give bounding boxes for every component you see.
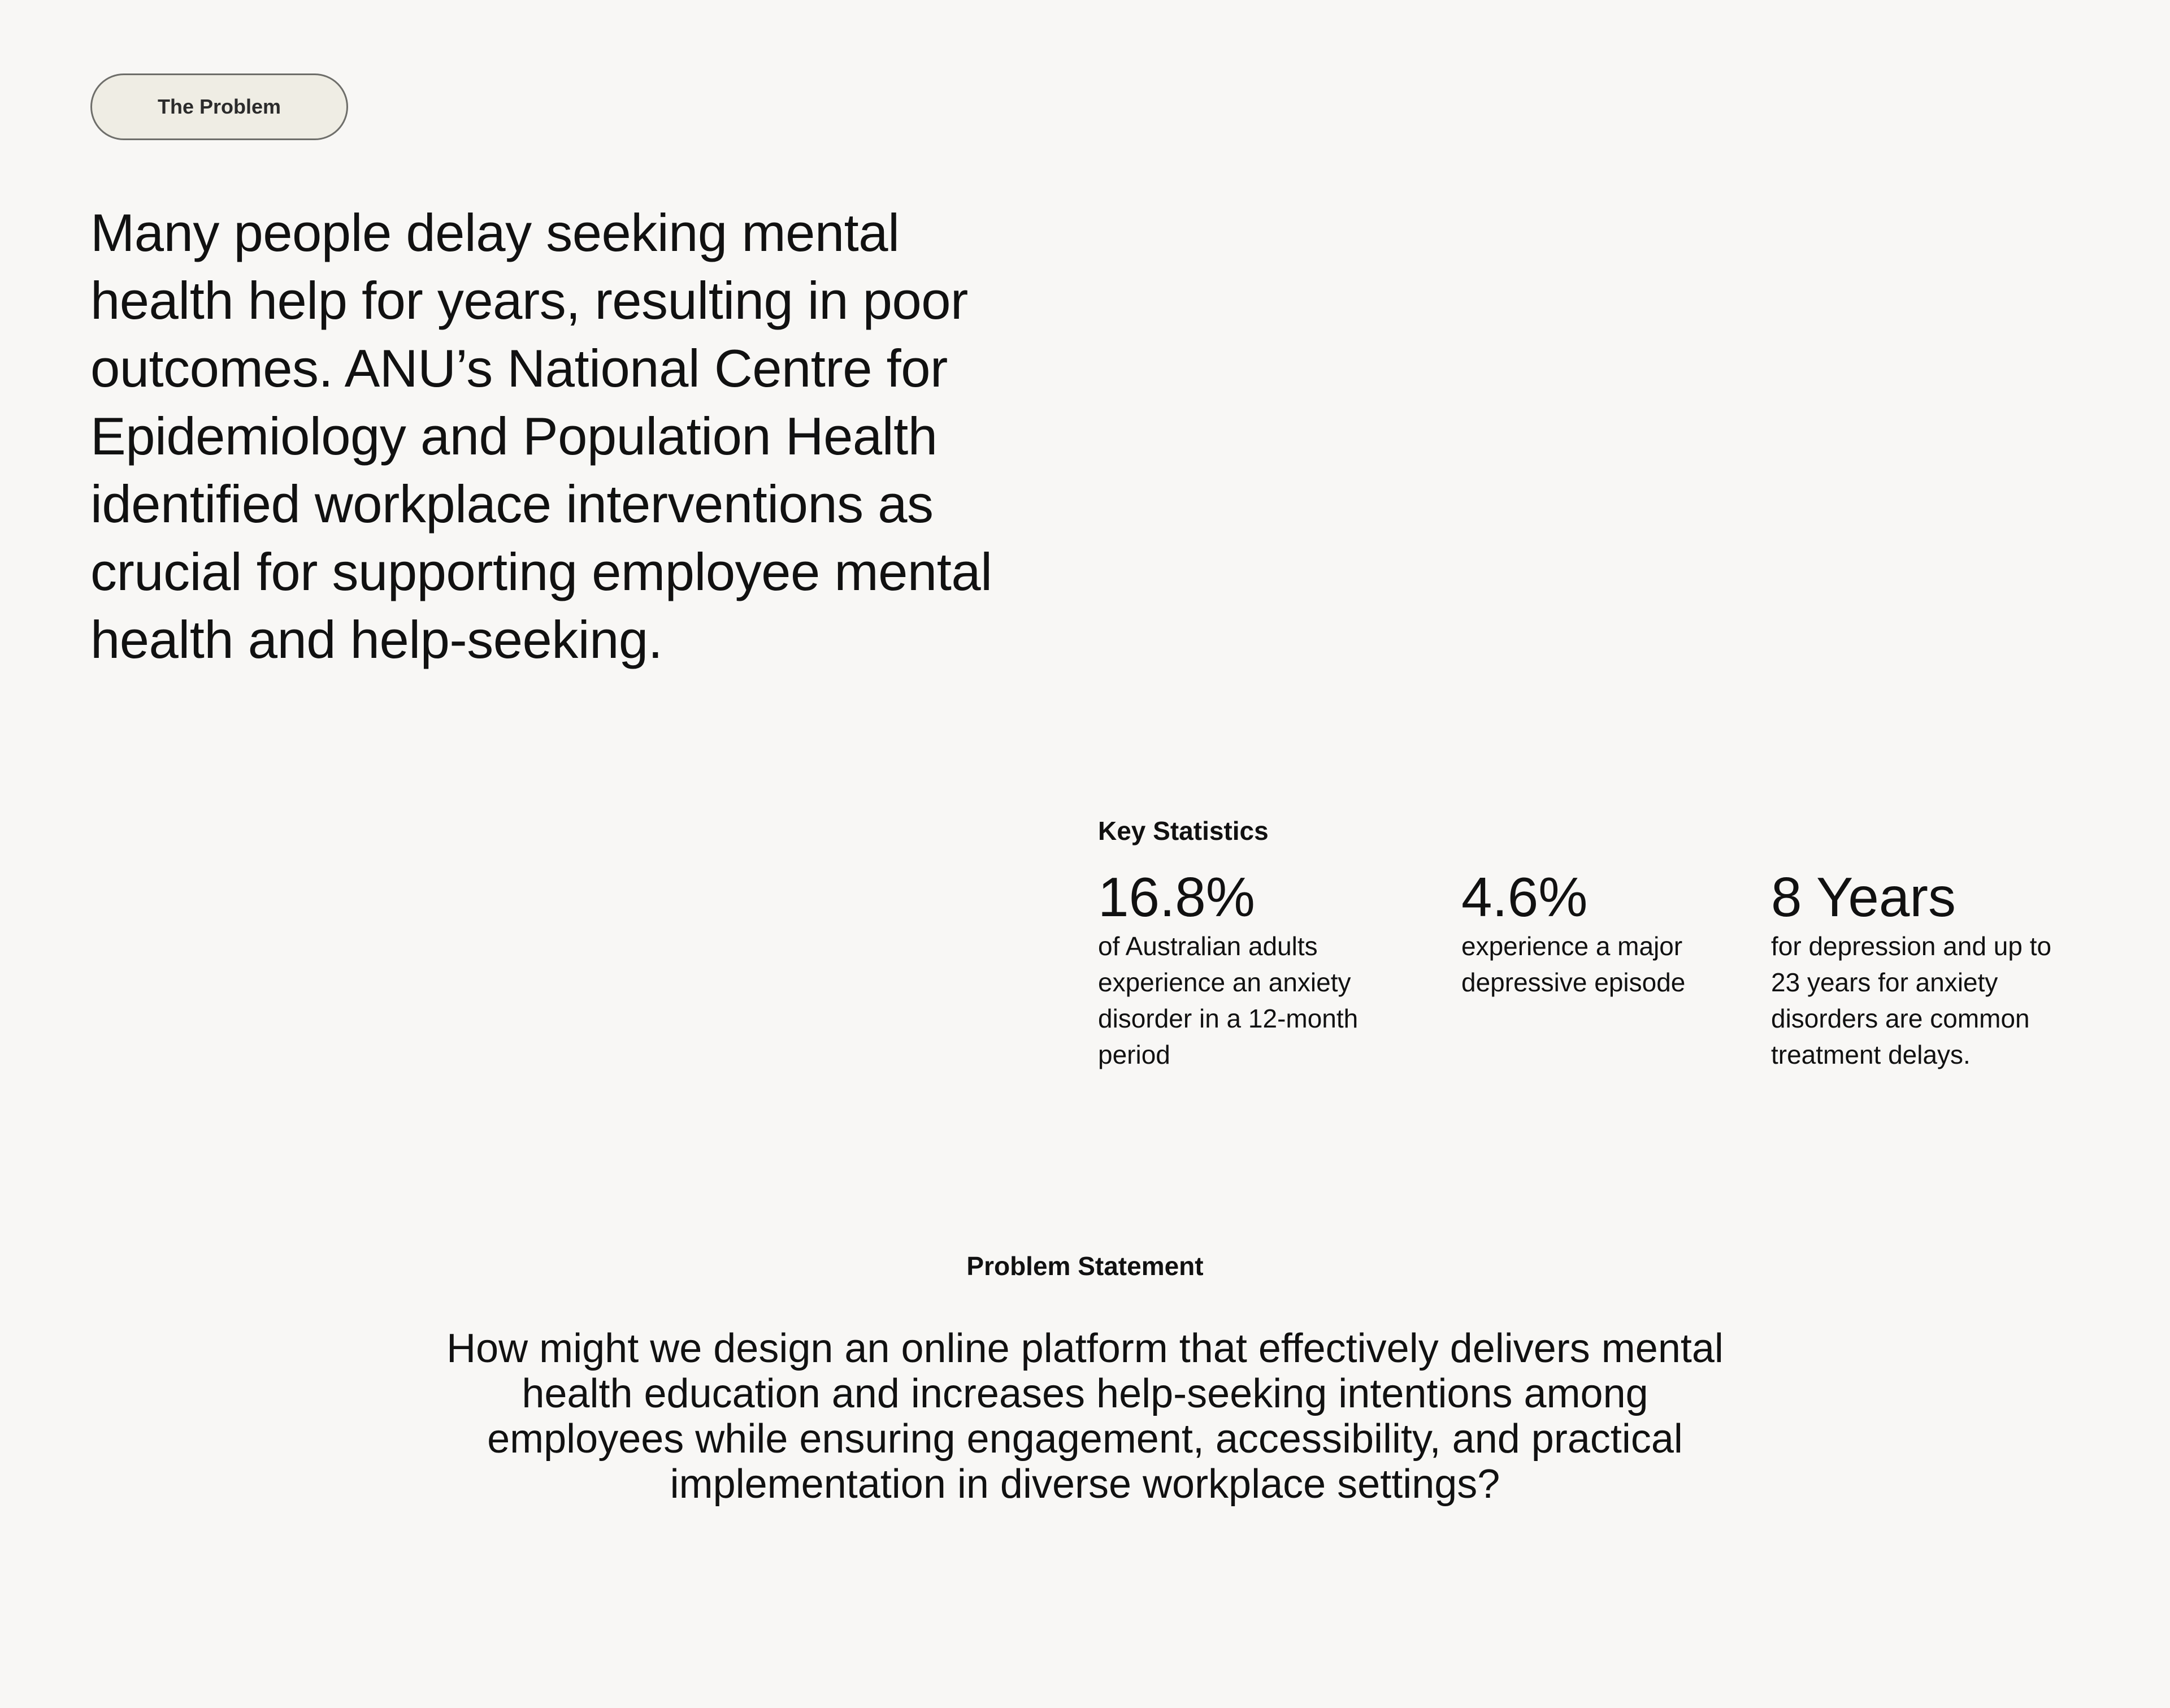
- stat-description: of Australian adults experience an anxiety disorder in a 12-month period: [1098, 931, 1359, 1069]
- key-statistics: [1098, 814, 2115, 1069]
- stat-item: [1461, 866, 1699, 1000]
- problem-statement-text: How might we design an online platform that effectively delivers mental health education and increases help-seeking intentions among employees while ensuring engagement, accessibility, and practical implementation in diverse workplace settings?: [446, 1326, 1724, 1507]
- stat-description: experience a major depressive episode: [1461, 931, 1686, 997]
- problem-statement-title: Problem Statement: [966, 1251, 1204, 1281]
- stat-item: [1098, 866, 1364, 1073]
- section-tag-label: The Problem: [157, 95, 281, 118]
- stat-value: 4.6%: [1461, 866, 1588, 928]
- stat-value: 16.8%: [1098, 866, 1255, 928]
- section-tag: [90, 73, 348, 140]
- key-statistics-title: Key Statistics: [1098, 816, 1269, 846]
- stat-item: [1771, 866, 2087, 1073]
- intro-paragraph: Many people delay seeking mental health help for years, resulting in poor outcomes. ANU’s National Centre for Epidemiology and Population Health identified workplace interventions as crucial for supporting employee mental health and help-seeking.: [90, 203, 992, 669]
- stat-value: 8 Years: [1771, 866, 1956, 928]
- stat-description: for depression and up to 23 years for anxiety disorders are common treatment delays.: [1771, 931, 2052, 1069]
